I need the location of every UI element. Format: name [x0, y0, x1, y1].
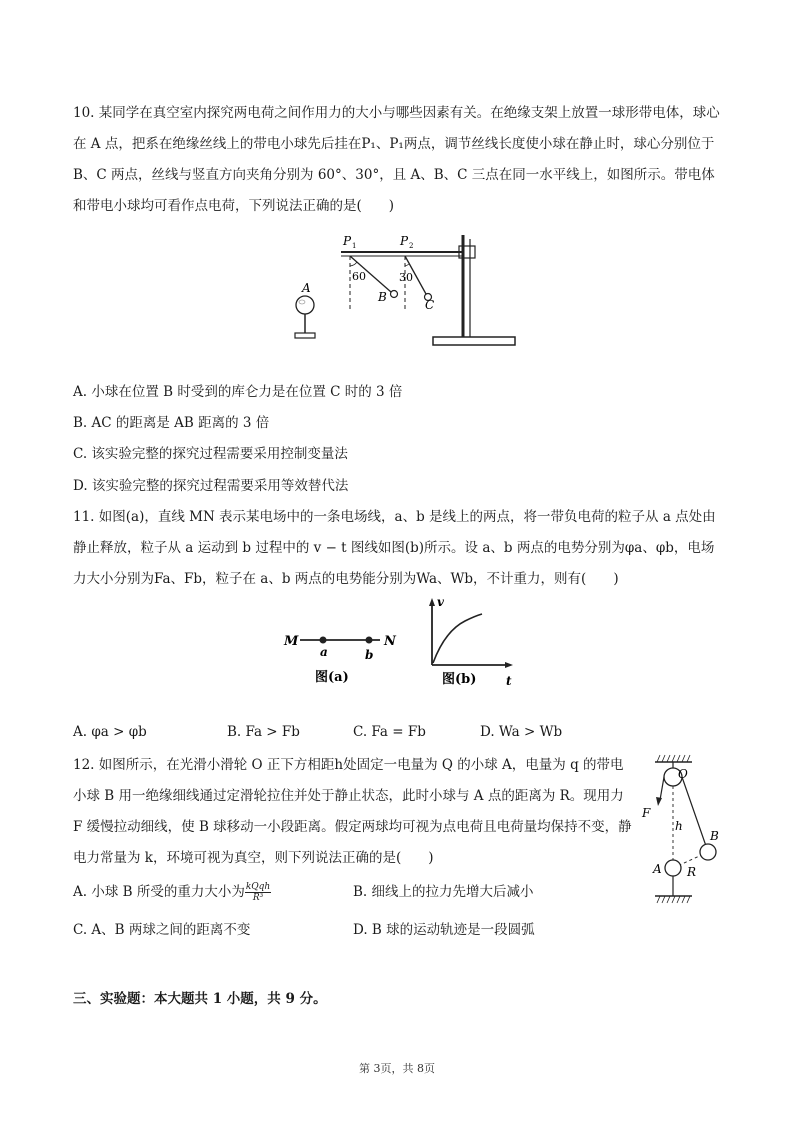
label-m: M	[284, 634, 299, 649]
label-a: A	[302, 281, 311, 295]
q10-option-b[interactable]: B. AC 的距离是 AB 距离的 3 倍	[73, 415, 270, 431]
label-c: C	[425, 298, 435, 312]
page-footer: 第 3页，共 8页	[359, 1062, 435, 1075]
label-b: B	[378, 290, 387, 304]
q12-option-b[interactable]: B. 细线上的拉力先增大后减小	[353, 884, 534, 900]
ball-b	[391, 291, 398, 298]
label-b: B	[710, 829, 719, 843]
label-v: v	[437, 595, 444, 609]
ball-a	[665, 860, 681, 876]
q10-option-a[interactable]: A. 小球在位置 B 时受到的库仑力是在位置 C 时的 3 倍	[73, 384, 403, 400]
caption-a: 图(a)	[315, 670, 349, 685]
point-a	[320, 637, 327, 644]
caption-b: 图(b)	[442, 672, 477, 687]
label-r: R	[687, 865, 697, 879]
label-p1-sub: 1	[352, 242, 357, 250]
label-f: F	[642, 806, 651, 820]
q11-figure-a	[280, 625, 410, 690]
vt-curve	[433, 614, 482, 663]
label-p2: P	[400, 234, 409, 248]
q10-option-d[interactable]: D. 该实验完整的探究过程需要采用等效替代法	[73, 478, 349, 494]
ball-b	[700, 844, 716, 860]
label-t: t	[506, 674, 512, 688]
q12-option-c[interactable]: C. A、B 两球之间的距离不变	[73, 922, 251, 938]
q12-option-d[interactable]: D. B 球的运动轨迹是一段圆弧	[353, 922, 535, 938]
label-b: b	[365, 648, 374, 662]
fraction-num: kQqh	[245, 882, 271, 892]
q11-option-d[interactable]: D. Wa > Wb	[480, 724, 563, 740]
q12-option-a[interactable]	[73, 882, 271, 903]
q11-figure-b	[420, 593, 520, 690]
q12-figure	[640, 752, 730, 912]
q11-option-c[interactable]: C. Fa = Fb	[353, 724, 426, 740]
label-h: h	[675, 819, 683, 833]
q12-stem: 12. 如图所示，在光滑小滑轮 O 正下方相距h处固定一电量为 Q 的小球 A，电量为 q 的带电小球 B 用一绝缘细线通过定滑轮拉住并处于静止状态，此时小球与 A 点的距离为 R。现用力 F 缓慢拉动细线，使 B 球移动一小段距离。假定两球均可视为点电荷且电荷量均保持不变，静电力常量为 k，环境可视为真空，则下列说法正确的是( )	[73, 757, 632, 866]
label-60: 60	[352, 270, 366, 283]
label-o: O	[678, 767, 688, 781]
label-a: A	[653, 862, 662, 876]
label-a: a	[320, 645, 328, 659]
fraction	[245, 882, 271, 903]
fraction-den: R³	[252, 893, 264, 903]
q10-stem: 10. 某同学在真空室内探究两电荷之间作用力的大小与哪些因素有关。在绝缘支架上放置一球形带电体，球心在 A 点，把系在绝缘丝线上的带电小球先后挂在P₁、P₁两点，调节丝线长度使小球在静止时，球心分别位于 B、C 两点，丝线与竖直方向夹角分别为 60°、30°，且 A、B、C 三点在同一水平线上，如图所示。带电体和带电小球均可看作点电荷，下列说法正确的是( )	[73, 105, 720, 214]
q11-stem: 11. 如图(a)，直线 MN 表示某电场中的一条电场线，a、b 是线上的两点，将一带负电荷的粒子从 a 点处由静止释放，粒子从 a 运动到 b 过程中的 v − t 图线如图(b)所示。设 a、b 两点的电势分别为φa、φb，电场力大小分别为Fa、Fb，粒子在 a、b 两点的电势能分别为Wa、Wb，不计重力，则有( )	[73, 509, 716, 587]
q11-option-b[interactable]: B. Fa > Fb	[227, 724, 300, 740]
label-n: N	[384, 634, 396, 649]
sphere-a	[296, 296, 314, 314]
q11-option-a[interactable]: A. φa > φb	[73, 724, 147, 740]
point-b	[366, 637, 373, 644]
label-p1: P	[343, 234, 352, 248]
q10-figure	[285, 225, 525, 350]
q12-option-a-text: A. 小球 B 所受的重力大小为	[73, 884, 245, 900]
label-p2-sub: 2	[409, 242, 414, 250]
stand-base	[433, 337, 515, 345]
section-heading: 三、实验题：本大题共 1 小题，共 9 分。	[73, 991, 327, 1007]
q10-option-c[interactable]: C. 该实验完整的探究过程需要采用控制变量法	[73, 446, 348, 462]
label-30: 30	[399, 271, 413, 284]
